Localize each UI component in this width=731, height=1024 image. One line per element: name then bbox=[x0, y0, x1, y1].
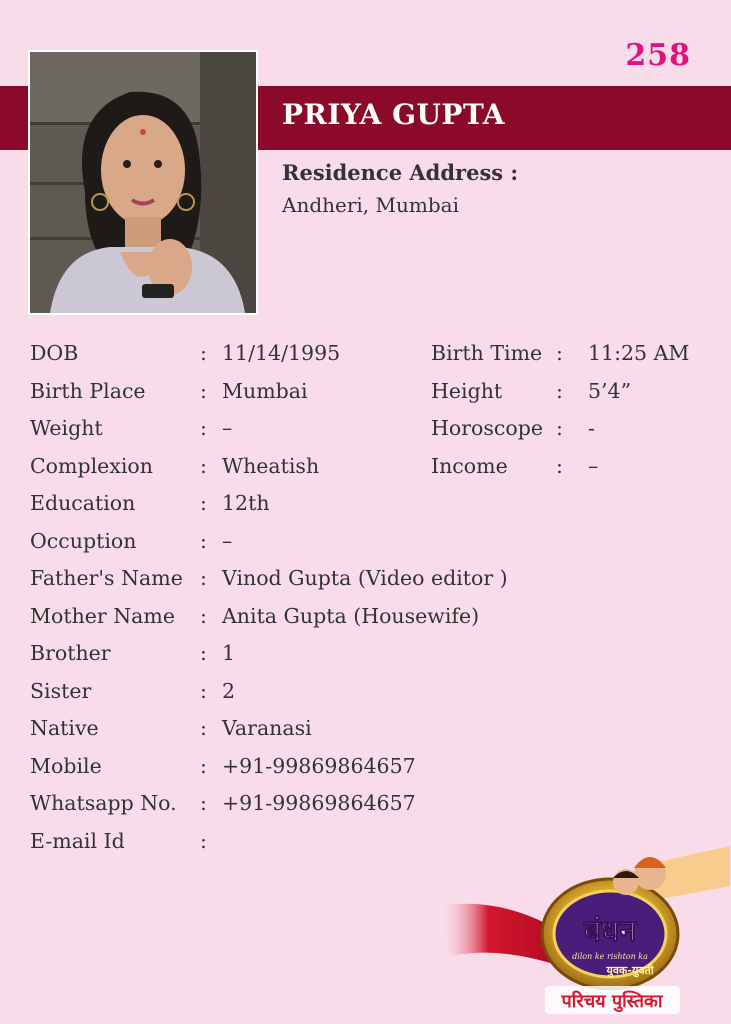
detail-row bbox=[30, 375, 710, 413]
detail-value: – bbox=[222, 528, 233, 553]
detail-value-secondary: 11:25 AM bbox=[588, 341, 690, 365]
detail-value-secondary: - bbox=[588, 416, 595, 440]
detail-colon: : bbox=[200, 828, 207, 853]
logo-subtitle-2: परिचय पुस्तिका bbox=[561, 991, 663, 1012]
bandhan-logo bbox=[440, 846, 730, 1021]
detail-colon: : bbox=[200, 791, 207, 815]
detail-label: Mobile bbox=[30, 753, 102, 778]
detail-colon: : bbox=[200, 416, 207, 440]
detail-label-secondary: Income bbox=[431, 453, 508, 478]
page-number: 258 bbox=[625, 38, 691, 73]
detail-label: Birth Place bbox=[30, 378, 146, 403]
residence-address-label: Residence Address : bbox=[282, 160, 519, 185]
detail-value: Vinod Gupta (Video editor ) bbox=[222, 566, 508, 590]
detail-value: Varanasi bbox=[222, 716, 312, 740]
detail-label-secondary: Horoscope bbox=[431, 416, 543, 440]
detail-value: 2 bbox=[222, 678, 236, 703]
detail-label-secondary: Birth Time bbox=[431, 341, 543, 365]
detail-value: Mumbai bbox=[222, 378, 308, 403]
detail-row bbox=[30, 600, 710, 638]
detail-label: Whatsapp No. bbox=[30, 791, 177, 815]
detail-value: 12th bbox=[222, 491, 270, 515]
detail-colon: : bbox=[200, 378, 207, 403]
detail-value: Anita Gupta (Housewife) bbox=[222, 603, 480, 628]
detail-colon: : bbox=[200, 453, 207, 478]
detail-label: Native bbox=[30, 716, 99, 740]
detail-label: Occuption bbox=[30, 528, 137, 553]
detail-value: Wheatish bbox=[222, 453, 320, 478]
logo-subtitle-1: युवक-युवती bbox=[606, 964, 654, 977]
detail-colon: : bbox=[200, 491, 207, 515]
detail-value: +91-99869864657 bbox=[222, 791, 416, 815]
detail-value-secondary: – bbox=[588, 453, 599, 478]
detail-row bbox=[30, 487, 710, 525]
details-table bbox=[30, 337, 710, 862]
detail-label: Complexion bbox=[30, 453, 153, 478]
logo-title: बंधन bbox=[583, 914, 637, 949]
detail-value: +91-99869864657 bbox=[222, 753, 416, 778]
detail-value: 11/14/1995 bbox=[222, 341, 341, 365]
detail-row bbox=[30, 450, 710, 488]
detail-value: – bbox=[222, 416, 233, 440]
detail-row bbox=[30, 787, 710, 825]
detail-row bbox=[30, 750, 710, 788]
detail-label: E-mail Id bbox=[30, 828, 125, 853]
candidate-name: PRIYA GUPTA bbox=[282, 98, 506, 131]
detail-value-secondary: 5’4” bbox=[588, 378, 632, 403]
detail-colon: : bbox=[200, 716, 207, 740]
detail-row bbox=[30, 675, 710, 713]
detail-row bbox=[30, 412, 710, 450]
detail-colon-secondary: : bbox=[556, 378, 563, 403]
detail-colon: : bbox=[200, 528, 207, 553]
detail-label: Sister bbox=[30, 678, 92, 703]
detail-row bbox=[30, 637, 710, 675]
detail-colon: : bbox=[200, 678, 207, 703]
detail-label: Weight bbox=[30, 416, 103, 440]
detail-colon: : bbox=[200, 566, 207, 590]
detail-colon: : bbox=[200, 641, 207, 665]
detail-colon: : bbox=[200, 603, 207, 628]
profile-photo bbox=[28, 50, 258, 315]
detail-row bbox=[30, 337, 710, 375]
detail-label: Education bbox=[30, 491, 136, 515]
detail-label-secondary: Height bbox=[431, 378, 503, 403]
detail-label: Mother Name bbox=[30, 603, 175, 628]
detail-value: 1 bbox=[222, 641, 236, 665]
detail-colon-secondary: : bbox=[556, 341, 563, 365]
logo-tagline: dilon ke rishton ka bbox=[572, 952, 648, 961]
detail-row bbox=[30, 712, 710, 750]
detail-row bbox=[30, 525, 710, 563]
detail-colon-secondary: : bbox=[556, 416, 563, 440]
detail-label: Father's Name bbox=[30, 566, 183, 590]
detail-colon: : bbox=[200, 753, 207, 778]
detail-colon-secondary: : bbox=[556, 453, 563, 478]
person-photo-icon bbox=[30, 52, 256, 313]
residence-address-value: Andheri, Mumbai bbox=[282, 193, 459, 217]
detail-label: DOB bbox=[30, 341, 79, 365]
detail-row bbox=[30, 562, 710, 600]
detail-label: Brother bbox=[30, 641, 111, 665]
detail-colon: : bbox=[200, 341, 207, 365]
